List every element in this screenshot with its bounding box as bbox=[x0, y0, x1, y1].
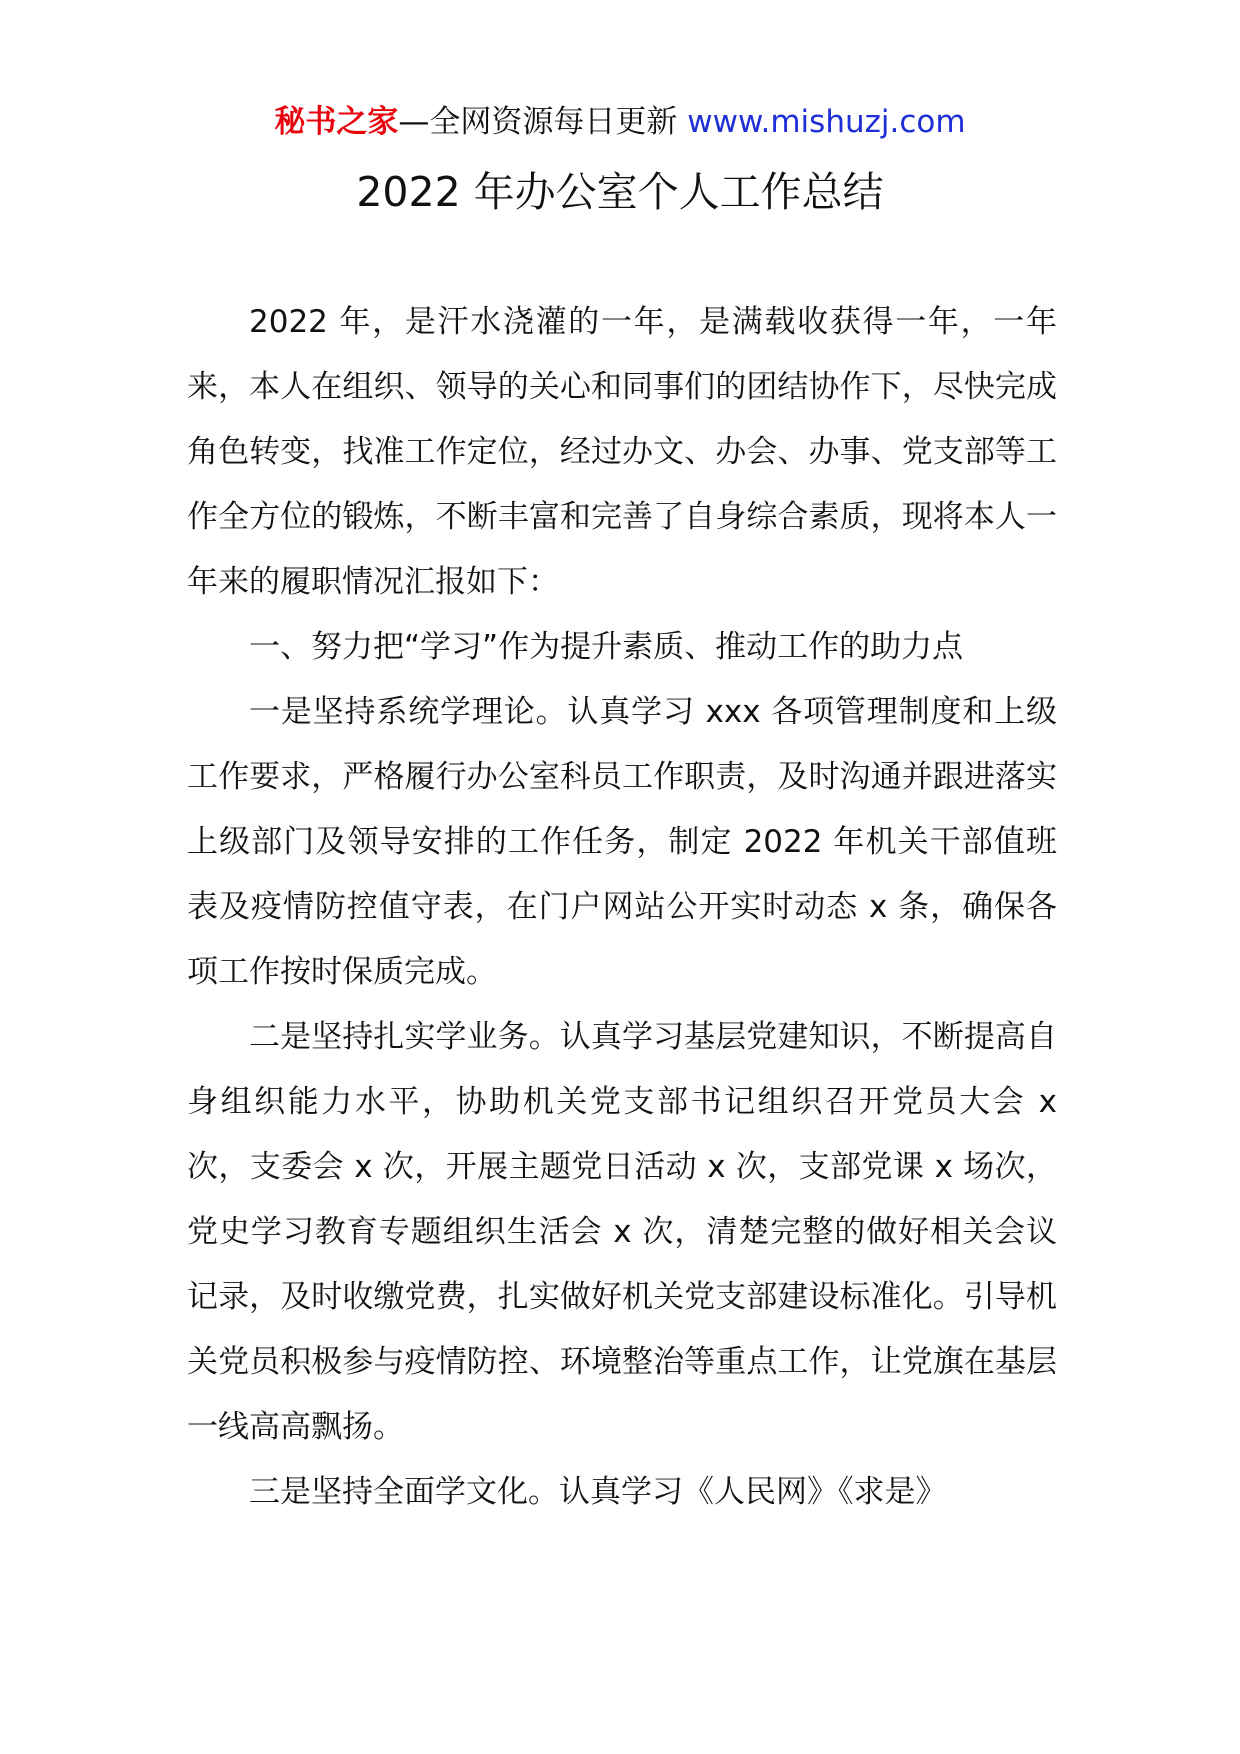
site-url-link[interactable]: www.mishuzj.com bbox=[687, 104, 966, 140]
header-tagline: —全网资源每日更新 bbox=[398, 104, 678, 140]
paragraph-intro: 2022 年，是汗水浇灌的一年，是满载收获得一年，一年来，本人在组织、领导的关心和同事们的团结协作下，尽快完成角色转变，找准工作定位，经过办文、办会、办事、党支部等工作全方位的锻炼，不断丰富和完善了自身综合素质，现将本人一年来的履职情况汇报如下： bbox=[187, 304, 1057, 600]
site-header bbox=[0, 100, 1240, 144]
paragraph-business: 二是坚持扎实学业务。认真学习基层党建知识，不断提高自身组织能力水平，协助机关党支部书记组织召开党员大会 x 次，支委会 x 次，开展主题党日活动 x 次，支部党课 x 场次，党史学习教育专题组织生活会 x 次，清楚完整的做好相关会议记录，及时收缴党费，扎实做好机关党支部建设标准化。引导机关党员积极参与疫情防控、环境整治等重点工作，让党旗在基层一线高高飘扬。 bbox=[187, 1019, 1057, 1445]
document-body bbox=[187, 290, 1057, 1525]
section-heading-1: 一、努力把“学习”作为提升素质、推动工作的助力点 bbox=[249, 629, 964, 665]
paragraph-culture: 三是坚持全面学文化。认真学习《人民网》《求是》 bbox=[249, 1474, 947, 1510]
document-title: 2022 年办公室个人工作总结 bbox=[356, 168, 884, 216]
brand-name: 秘书之家 bbox=[274, 104, 399, 140]
paragraph-theory: 一是坚持系统学理论。认真学习 xxx 各项管理制度和上级工作要求，严格履行办公室科员工作职责，及时沟通并跟进落实上级部门及领导安排的工作任务，制定 2022 年机关干部值班表及疫情防控值守表，在门户网站公开实时动态 x 条，确保各项工作按时保质完成。 bbox=[187, 694, 1057, 990]
